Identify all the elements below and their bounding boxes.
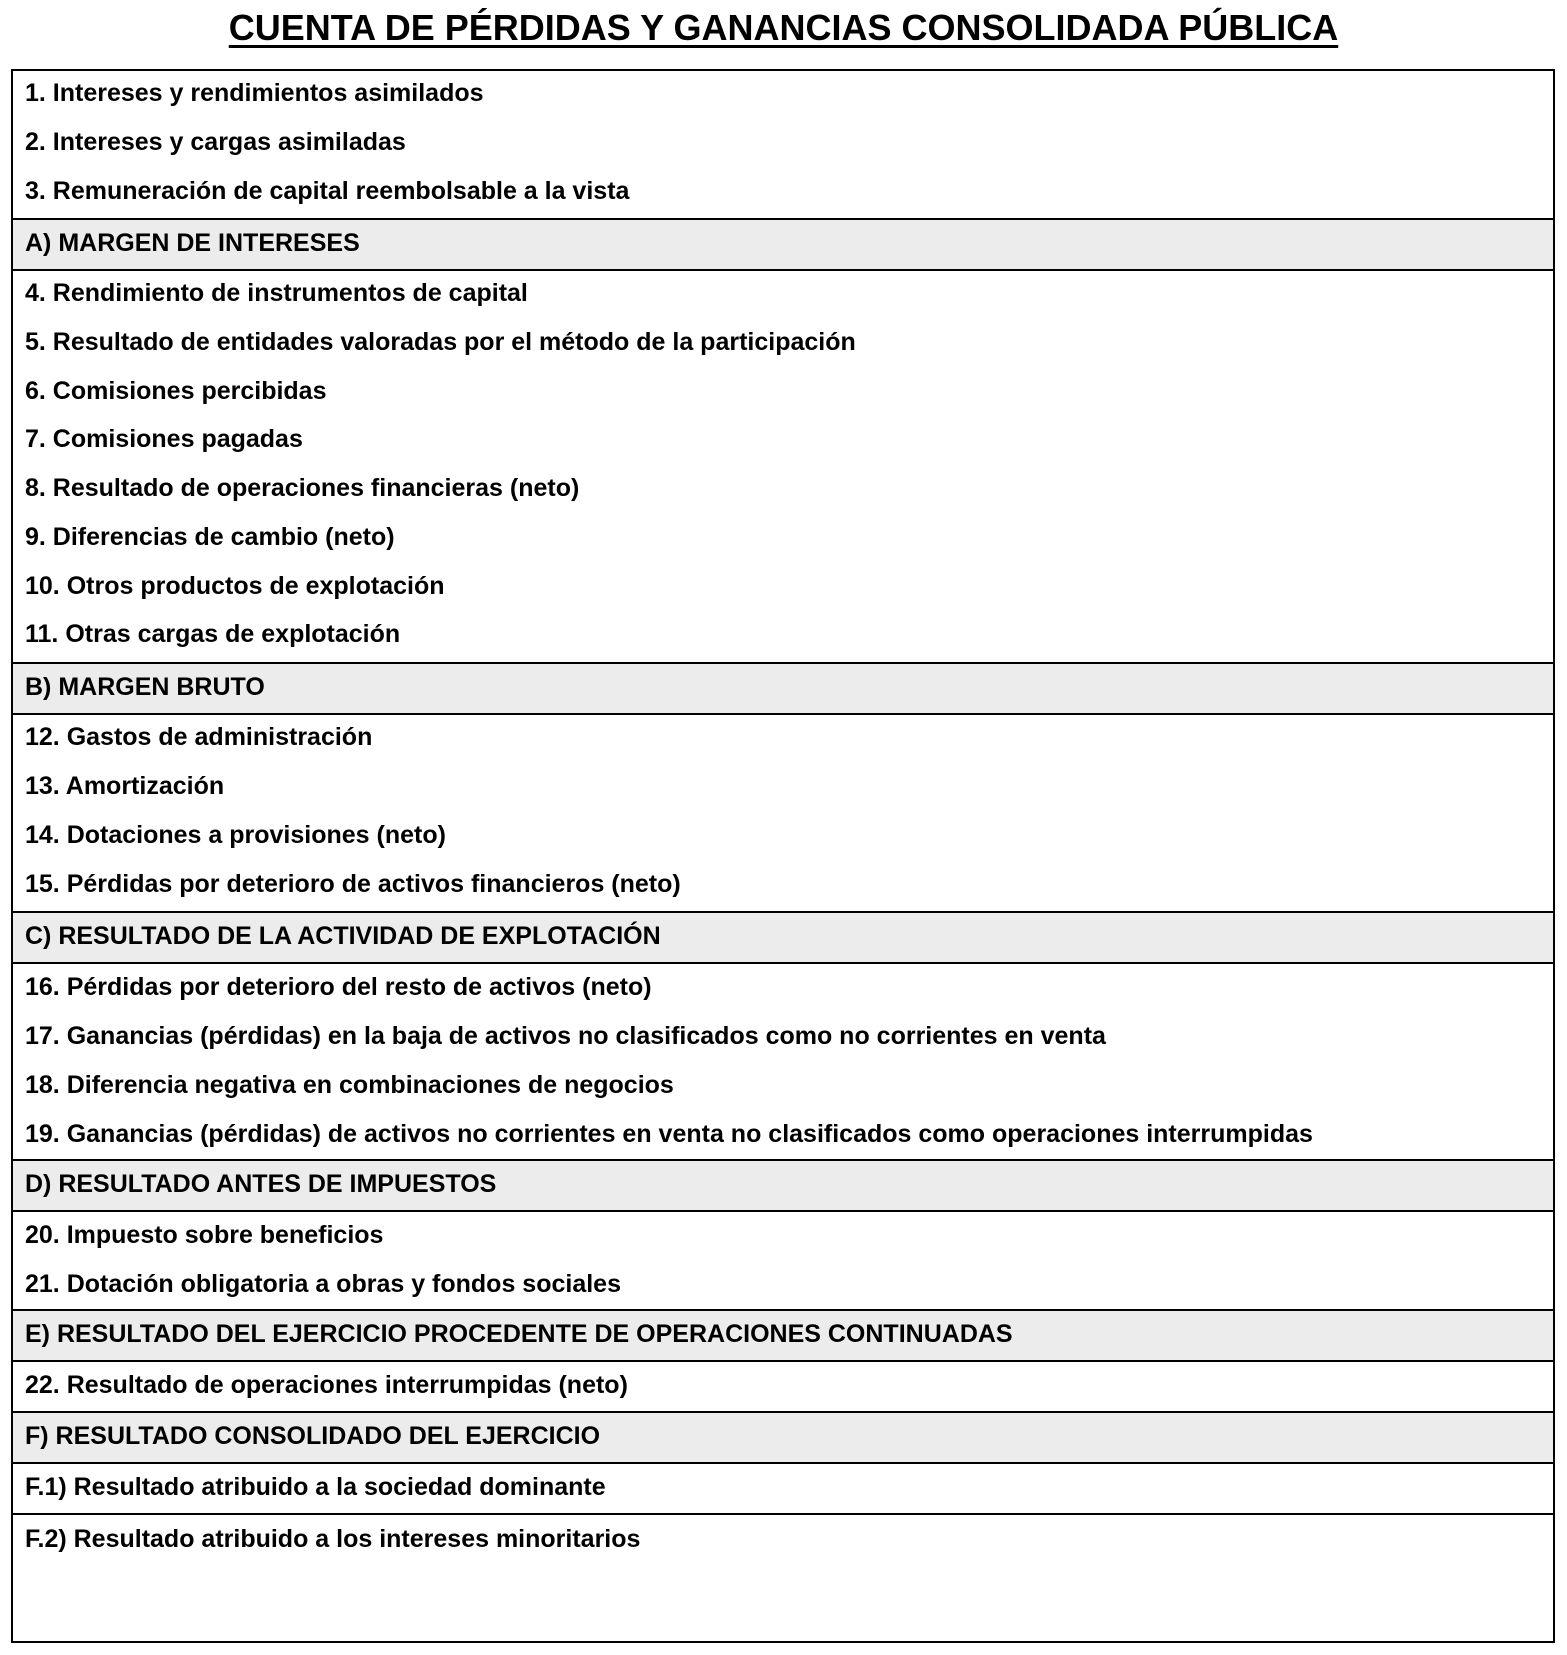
subtotal-e <box>13 1309 1553 1360</box>
line-item-17: 17. Ganancias (pérdidas) en la baja de activos no clasificados como no corrientes en venta <box>25 1022 1106 1050</box>
attribution-block-f1 <box>13 1462 1553 1515</box>
page-title-text: CUENTA DE PÉRDIDAS Y GANANCIAS CONSOLIDADA PÚBLICA <box>228 7 1339 48</box>
subtotal-e-label: E) RESULTADO DEL EJERCICIO PROCEDENTE DE OPERACIONES CONTINUADAS <box>25 1320 1013 1348</box>
line-item-19: 19. Ganancias (pérdidas) de activos no corrientes en venta no clasificados como operaciones interrumpidas <box>25 1120 1313 1148</box>
subtotal-a-label: A) MARGEN DE INTERESES <box>25 229 360 257</box>
attribution-block-f2 <box>13 1513 1553 1641</box>
line-item-11: 11. Otras cargas de explotación <box>25 620 401 648</box>
subtotal-c <box>13 911 1553 962</box>
line-item-f1: F.1) Resultado atribuido a la sociedad dominante <box>25 1473 606 1501</box>
subtotal-b-label: B) MARGEN BRUTO <box>25 673 265 701</box>
line-item-6: 6. Comisiones percibidas <box>25 377 327 405</box>
line-item-8: 8. Resultado de operaciones financieras (neto) <box>25 474 580 502</box>
items-block-2 <box>13 269 1553 664</box>
line-item-3: 3. Remuneración de capital reembolsable a la vista <box>25 177 630 205</box>
line-item-5: 5. Resultado de entidades valoradas por el método de la participación <box>25 328 856 356</box>
line-item-16: 16. Pérdidas por deterioro del resto de activos (neto) <box>25 973 652 1001</box>
line-item-14: 14. Dotaciones a provisiones (neto) <box>25 821 446 849</box>
line-item-2: 2. Intereses y cargas asimiladas <box>25 128 406 156</box>
income-statement-table <box>11 69 1555 1643</box>
line-item-13: 13. Amortización <box>25 772 225 800</box>
line-item-15: 15. Pérdidas por deterioro de activos financieros (neto) <box>25 870 681 898</box>
line-item-9: 9. Diferencias de cambio (neto) <box>25 523 395 551</box>
items-block-4 <box>13 962 1553 1161</box>
subtotal-b <box>13 662 1553 713</box>
items-block-6 <box>13 1360 1553 1413</box>
line-item-4: 4. Rendimiento de instrumentos de capital <box>25 279 528 307</box>
line-item-7: 7. Comisiones pagadas <box>25 425 303 453</box>
line-item-12: 12. Gastos de administración <box>25 723 373 751</box>
subtotal-f-label: F) RESULTADO CONSOLIDADO DEL EJERCICIO <box>25 1422 601 1450</box>
line-item-f2: F.2) Resultado atribuido a los intereses minoritarios <box>25 1525 641 1553</box>
line-item-18: 18. Diferencia negativa en combinaciones de negocios <box>25 1071 674 1099</box>
subtotal-c-label: C) RESULTADO DE LA ACTIVIDAD DE EXPLOTACIÓN <box>25 922 661 950</box>
line-item-10: 10. Otros productos de explotación <box>25 572 445 600</box>
line-item-1: 1. Intereses y rendimientos asimilados <box>25 79 484 107</box>
subtotal-d-label: D) RESULTADO ANTES DE IMPUESTOS <box>25 1170 497 1198</box>
line-item-22: 22. Resultado de operaciones interrumpidas (neto) <box>25 1371 628 1399</box>
subtotal-d <box>13 1159 1553 1210</box>
subtotal-f <box>13 1411 1553 1462</box>
line-item-20: 20. Impuesto sobre beneficios <box>25 1221 384 1249</box>
items-block-3 <box>13 713 1553 913</box>
items-block-5 <box>13 1210 1553 1311</box>
line-item-21: 21. Dotación obligatoria a obras y fondos sociales <box>25 1270 621 1298</box>
subtotal-a <box>13 218 1553 269</box>
items-block-1 <box>13 71 1553 220</box>
page-title <box>0 6 1567 50</box>
